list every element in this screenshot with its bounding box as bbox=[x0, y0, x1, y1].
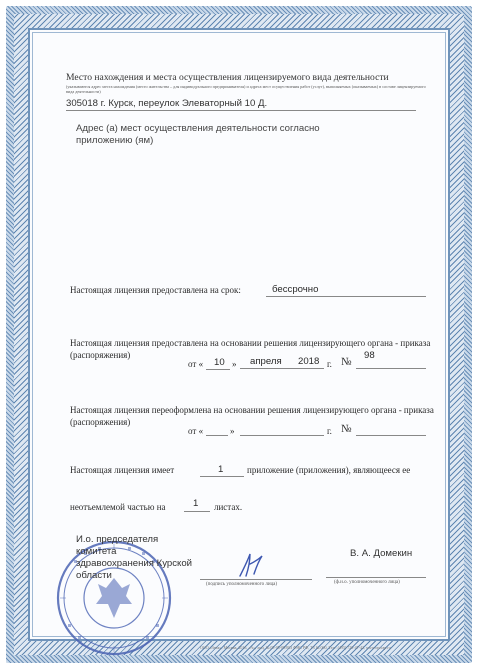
basis-reissued-number-line bbox=[356, 435, 426, 436]
signature-line bbox=[200, 579, 312, 580]
attachments-count: 1 bbox=[218, 464, 224, 475]
basis-granted-number: 98 bbox=[364, 350, 375, 361]
name-caption: (ф.и.о. уполномоченного лица) bbox=[334, 580, 400, 585]
integral-prefix: неотъемлемой частью на bbox=[70, 502, 166, 512]
basis-reissued-year-suffix: г. bbox=[327, 426, 332, 436]
basis-granted-text: Настоящая лицензия предоставлена на основании решения лицензирующего органа - приказа (распоряжения) bbox=[70, 338, 431, 360]
basis-reissued-date-line bbox=[240, 435, 324, 436]
attachments-count-line bbox=[200, 476, 244, 477]
basis-granted-day-close: » bbox=[232, 359, 237, 369]
basis-reissued-day-close: » bbox=[230, 426, 235, 436]
basis-reissued-date-prefix: от « bbox=[188, 426, 204, 436]
attachments-suffix: приложение (приложения), являющееся ее bbox=[247, 465, 411, 475]
registered-address: 305018 г. Курск, переулок Элеваторный 10 Д. bbox=[66, 98, 268, 109]
basis-granted-day: 10 bbox=[214, 357, 225, 368]
location-heading-note: (указываются адрес места нахождения (место жительства – для индивидуального предпринимателя) и адреса мест осуществления работ (услуг), выполняемых (оказываемых) в составе лицензируемого вида деятельности) bbox=[66, 84, 426, 94]
address-underline bbox=[66, 110, 416, 111]
basis-granted-date-prefix: от « bbox=[188, 359, 204, 369]
term-underline bbox=[266, 296, 426, 297]
basis-reissued-day-line bbox=[206, 435, 228, 436]
basis-granted-month: апреля bbox=[250, 356, 282, 367]
activity-addresses-label: Адрес (а) мест осуществления деятельности согласно приложению (ям) bbox=[76, 123, 320, 146]
printer-footer-note: ООО «Знак», Москва, 2016, «А», лиц. № 05-05-09/003 ФНС РФ, ТЗ № 000. Тел.: (495) 726-47-42, www.opcrap.ru bbox=[200, 645, 391, 650]
integral-sheets: 1 bbox=[193, 498, 199, 509]
term-label: Настоящая лицензия предоставлена на срок: bbox=[70, 285, 241, 295]
basis-granted-number-label: № bbox=[341, 356, 352, 368]
basis-reissued-number-label: № bbox=[341, 423, 352, 435]
signatory-position: И.о. председателя комитета здравоохранения Курской области bbox=[76, 534, 193, 581]
basis-granted-date-line bbox=[240, 368, 324, 369]
name-line bbox=[326, 577, 426, 578]
integral-sheets-line bbox=[184, 511, 210, 512]
basis-granted-year-suffix: г. bbox=[327, 359, 332, 369]
basis-granted-number-line bbox=[356, 368, 426, 369]
basis-granted-day-line bbox=[206, 369, 230, 370]
term-value: бессрочно bbox=[272, 284, 319, 295]
basis-reissued-text: Настоящая лицензия переоформлена на основании решения лицензирующего органа - приказа (распоряжения) bbox=[70, 405, 434, 427]
attachments-prefix: Настоящая лицензия имеет bbox=[70, 465, 175, 475]
basis-granted-year: 2018 bbox=[298, 356, 320, 367]
signatory-name: В. А. Домекин bbox=[350, 548, 413, 559]
handwritten-signature bbox=[236, 550, 266, 580]
integral-suffix: листах. bbox=[214, 502, 243, 512]
signature-caption: (подпись уполномоченного лица) bbox=[206, 582, 278, 587]
location-heading: Место нахождения и места осуществления лицензируемого вида деятельности bbox=[66, 72, 389, 83]
